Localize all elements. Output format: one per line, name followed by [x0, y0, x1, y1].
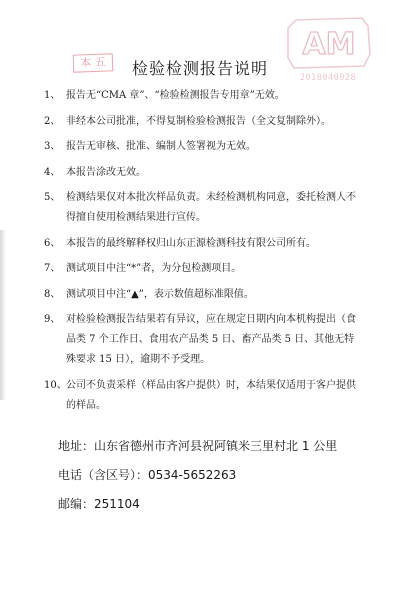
list-item — [44, 188, 370, 228]
list-item — [44, 234, 370, 254]
item-number: 4、 — [44, 166, 61, 178]
item-text: 本报告涂改无效。 — [66, 166, 146, 178]
am-mark-serial: 2018040028 — [299, 73, 357, 83]
item-number: 5、 — [44, 192, 61, 203]
list-item — [44, 112, 370, 132]
scan-shadow — [0, 230, 6, 400]
list-item — [44, 285, 370, 305]
contact-block — [58, 436, 378, 523]
item-text: 非经本公司批准，不得复制检验检测报告（全文复制除外）。 — [66, 115, 331, 127]
item-number: 7、 — [44, 263, 61, 274]
approval-stamp: 本 五 — [73, 53, 114, 72]
item-text: 报告无“CMA 章”、“检验检测报告专用章”无效。 — [66, 90, 285, 101]
item-text: 测试项目中注“*”者，为分包检测项目。 — [66, 263, 242, 274]
item-text: 本报告的最终解释权归山东正源检测科技有限公司所有。 — [66, 237, 316, 249]
list-item — [44, 376, 370, 416]
contact-address: 地址：山东省德州市齐河县祝阿镇米三里村北 1 公里 — [58, 439, 338, 453]
item-number: 8、 — [44, 288, 61, 300]
am-mark-letters: AM — [302, 27, 356, 62]
item-text: 检测结果仅对本批次样品负责。未经检测机构同意，委托检测人不得擅自使用检测结果进行宣传。 — [66, 192, 356, 223]
item-text: 对检验检测报告结果若有异议，应在规定日期内向本机构提出（食品类 7 个工作日、食用农产品类 5 日、畜产品类 5 日、其他无特殊要求 15 日），逾期不予受理。 — [66, 314, 356, 365]
instruction-list — [44, 86, 370, 421]
item-number: 9、 — [44, 314, 61, 325]
list-item — [44, 137, 370, 157]
item-text: 测试项目中注“▲”，表示数值超标准限值。 — [66, 288, 254, 300]
item-number: 2、 — [44, 115, 61, 127]
list-item — [44, 310, 370, 370]
list-item — [44, 259, 370, 279]
list-item — [44, 86, 370, 106]
item-text: 报告无审核、批准、编制人签署视为无效。 — [66, 141, 256, 152]
item-number: 3、 — [44, 141, 61, 152]
document-title: 检验检测报告说明 — [131, 59, 268, 78]
item-number: 1、 — [44, 90, 61, 101]
item-text: 公司不负责采样（样品由客户提供）时，本结果仅适用于客户提供的样品。 — [66, 379, 356, 411]
item-number: 10、 — [44, 379, 67, 391]
contact-phone: 电话（含区号）：0534-5652263 — [58, 468, 237, 482]
contact-postcode: 邮编：251104 — [58, 497, 140, 511]
list-item — [44, 163, 370, 183]
item-number: 6、 — [44, 237, 61, 249]
